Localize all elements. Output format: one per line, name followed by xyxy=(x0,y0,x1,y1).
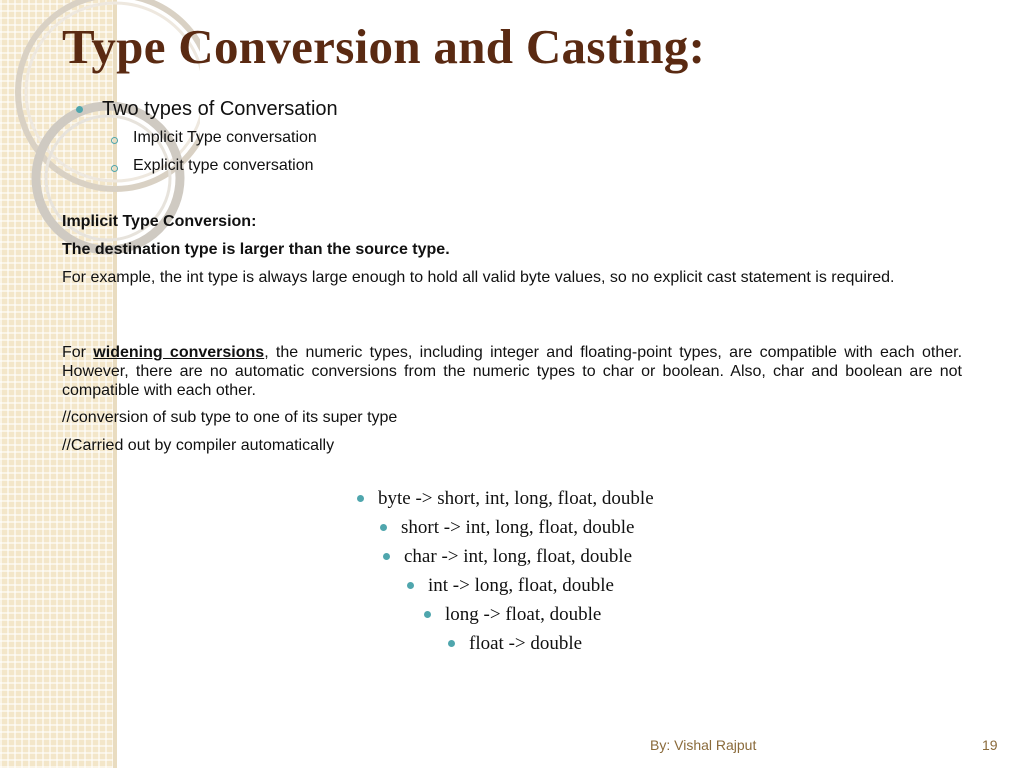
bullet-dot-icon xyxy=(76,106,83,113)
bullet-dot-icon xyxy=(424,611,431,618)
bullet-dot-icon xyxy=(357,495,364,502)
conversion-item: char -> int, long, float, double xyxy=(404,546,633,567)
slide-title: Type Conversion and Casting: xyxy=(62,19,706,74)
widening-rest: , the numeric types, including integer and floating-point types, are compatible with each other. However, there are no automatic conversions from the numeric types to char or boolean. Also, char and boolean are not compatible with each other. xyxy=(62,344,963,399)
comment-line: //Carried out by compiler automatically xyxy=(62,437,335,454)
footer-author: By: Vishal Rajput xyxy=(650,737,757,753)
comment-line: //conversion of sub type to one of its super type xyxy=(62,409,398,426)
sub-bullet-ring-icon xyxy=(111,137,118,144)
rule-line: The destination type is larger than the source type. xyxy=(62,241,450,258)
sub-bullet-implicit: Implicit Type conversation xyxy=(133,129,317,146)
sub-bullet-ring-icon xyxy=(111,165,118,172)
widening-paragraph xyxy=(62,343,962,400)
conversion-item: long -> float, double xyxy=(445,604,602,625)
page-number: 19 xyxy=(982,737,998,753)
bullet-dot-icon xyxy=(407,582,414,589)
conversion-item: float -> double xyxy=(469,633,583,654)
bullet-dot-icon xyxy=(383,553,390,560)
example-paragraph: For example, the int type is always large enough to hold all valid byte values, so no explicit cast statement is required. xyxy=(62,269,895,286)
main-bullet: Two types of Conversation xyxy=(102,98,338,120)
conversion-item: byte -> short, int, long, float, double xyxy=(378,488,654,509)
sub-bullet-explicit: Explicit type conversation xyxy=(133,157,314,174)
bullet-dot-icon xyxy=(380,524,387,531)
widening-term: widening conversions xyxy=(93,344,265,361)
conversion-item: short -> int, long, float, double xyxy=(401,517,635,538)
bullet-dot-icon xyxy=(448,640,455,647)
section-heading: Implicit Type Conversion: xyxy=(62,213,257,230)
conversion-item: int -> long, float, double xyxy=(428,575,614,596)
widening-prefix: For xyxy=(62,344,94,361)
